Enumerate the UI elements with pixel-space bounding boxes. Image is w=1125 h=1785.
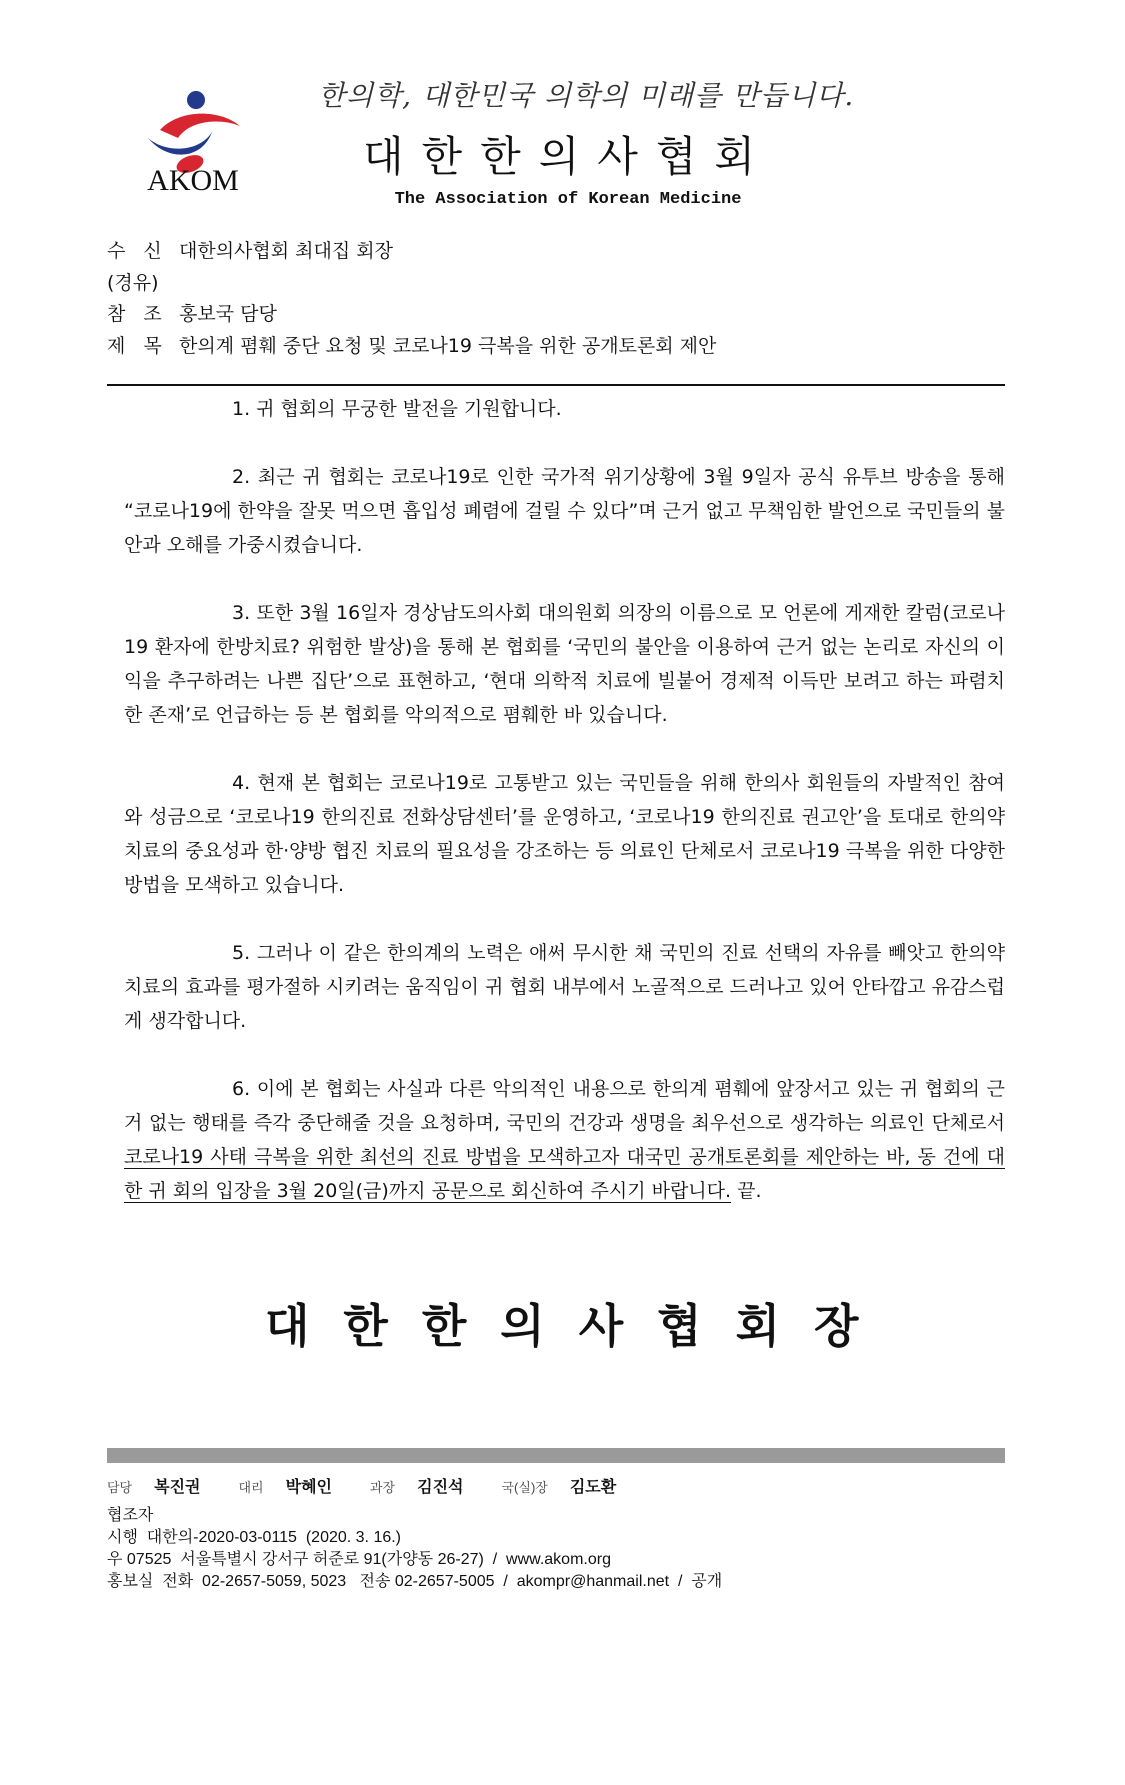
approval-name: 복진권 — [154, 1479, 201, 1496]
approval-role: 국(실)장 — [501, 1480, 548, 1495]
header-reference — [107, 301, 277, 327]
approval-role: 담당 — [107, 1480, 133, 1495]
paragraph-6-underlined: 코로나19 사태 극복을 위한 최선의 진료 방법을 모색하고자 대국민 공개토론회를 제안하는 바, 동 건에 대한 귀 회의 입장을 3월 20일(금)까지 공문으로 회신하여 주시기 바랍니다. — [124, 1146, 1005, 1202]
paragraph-6 — [124, 1072, 1005, 1208]
approval-name: 김도환 — [569, 1479, 617, 1496]
header-key: (경유) — [107, 272, 159, 294]
approval-role: 과장 — [370, 1480, 396, 1495]
paragraph-6-text: 6. 이에 본 협회는 사실과 다른 악의적인 내용으로 한의계 폄훼에 앞장서고 있는 귀 협회의 근거 없는 행태를 즉각 중단해줄 것을 요청하며, 국민의 건강과 생명을 최우선으로 생각하는 의료인 단체로서 — [124, 1078, 1005, 1134]
header-subject — [107, 333, 716, 359]
header-value: 홍보국 담당 — [179, 303, 277, 325]
paragraph-2: 2. 최근 귀 협회는 코로나19로 인한 국가적 위기상황에 3월 9일자 공식 유투브 방송을 통해 “코로나19에 한약을 잘못 먹으면 흡입성 폐렴에 걸릴 수 있다”며 근거 없고 무책임한 발언으로 국민들의 불안과 오해를 가중시켰습니다. — [124, 466, 1005, 556]
approval-line — [107, 1477, 1005, 1499]
approval-role: 대리 — [238, 1480, 264, 1495]
paragraph-3: 3. 또한 3월 16일자 경상남도의사회 대의원회 의장의 이름으로 모 언론에 게재한 칼럼(코로나19 환자에 한방치료? 위험한 발상)을 통해 본 협회를 ‘국민의 불안을 이용하여 근거 없는 논리로 자신의 이익을 추구하려는 나쁜 집단’으로 표현하고, ‘현대 의학적 치료에 빌붙어 경제적 이득만 보려고 하는 파렴치한 존재’로 언급하는 등 본 협회를 악의적으로 폄훼한 바 있습니다. — [124, 602, 1005, 726]
paragraph-1: 1. 귀 협회의 무궁한 발전을 기원합니다. — [232, 398, 562, 420]
signature-block — [107, 1258, 1005, 1418]
approval-name: 김진석 — [417, 1479, 464, 1496]
divider — [107, 384, 1005, 386]
paragraph-4: 4. 현재 본 협회는 코로나19로 고통받고 있는 국민들을 위해 한의사 회원들의 자발적인 참여와 성금으로 ‘코로나19 한의진료 전화상담센터’를 운영하고, ‘코로나19 한의진료 권고안’을 토대로 한의약 치료의 중요성과 한·양방 협진 치료의 필요성을 강조하는 등 의료인 단체로서 코로나19 극복을 위한 다양한 방법을 모색하고 있습니다. — [124, 772, 1005, 896]
header-key: 수 신 — [107, 240, 168, 262]
logo-text: AKOM — [147, 164, 239, 197]
paragraph-6-end: 끝. — [731, 1180, 762, 1202]
signature: 대한한의사협회장 — [265, 1299, 893, 1353]
slogan: 한의학, 대한민국 의학의 미래를 만듭니다. — [318, 79, 855, 112]
address: 우 07525 서울특별시 강서구 허준로 91(가양동 26-27) / www.akom.org — [107, 1551, 611, 1568]
cooperator: 협조자 — [107, 1507, 154, 1524]
header-recipient — [107, 238, 393, 264]
contact-info: 홍보실 전화 02-2657-5059, 5023 전송 02-2657-5005 / akompr@hanmail.net / 공개 — [107, 1573, 723, 1590]
enforcement-number: 시행 대한의-2020-03-0115 (2020. 3. 16.) — [107, 1529, 402, 1546]
header-value: 대한의사협회 최대집 회장 — [179, 240, 393, 262]
letter-body — [107, 392, 1005, 1593]
header-key: 참 조 — [107, 303, 168, 325]
header-value: 한의계 폄훼 중단 요청 및 코로나19 극복을 위한 공개토론회 제안 — [179, 335, 717, 357]
org-title-english: The Association of Korean Medicine — [394, 190, 742, 209]
paragraph-5: 5. 그러나 이 같은 한의계의 노력은 애써 무시한 채 국민의 진료 선택의 자유를 빼앗고 한의약 치료의 효과를 평가절하 시키려는 움직임이 귀 협회 내부에서 노골적으로 드러나고 있어 안타깝고 유감스럽게 생각합니다. — [124, 942, 1005, 1032]
footer-bar — [107, 1448, 1005, 1463]
org-title: 대한한의사협회 — [362, 132, 773, 181]
approval-name: 박혜인 — [285, 1479, 332, 1496]
header-via — [107, 270, 179, 296]
header-key: 제 목 — [107, 335, 168, 357]
